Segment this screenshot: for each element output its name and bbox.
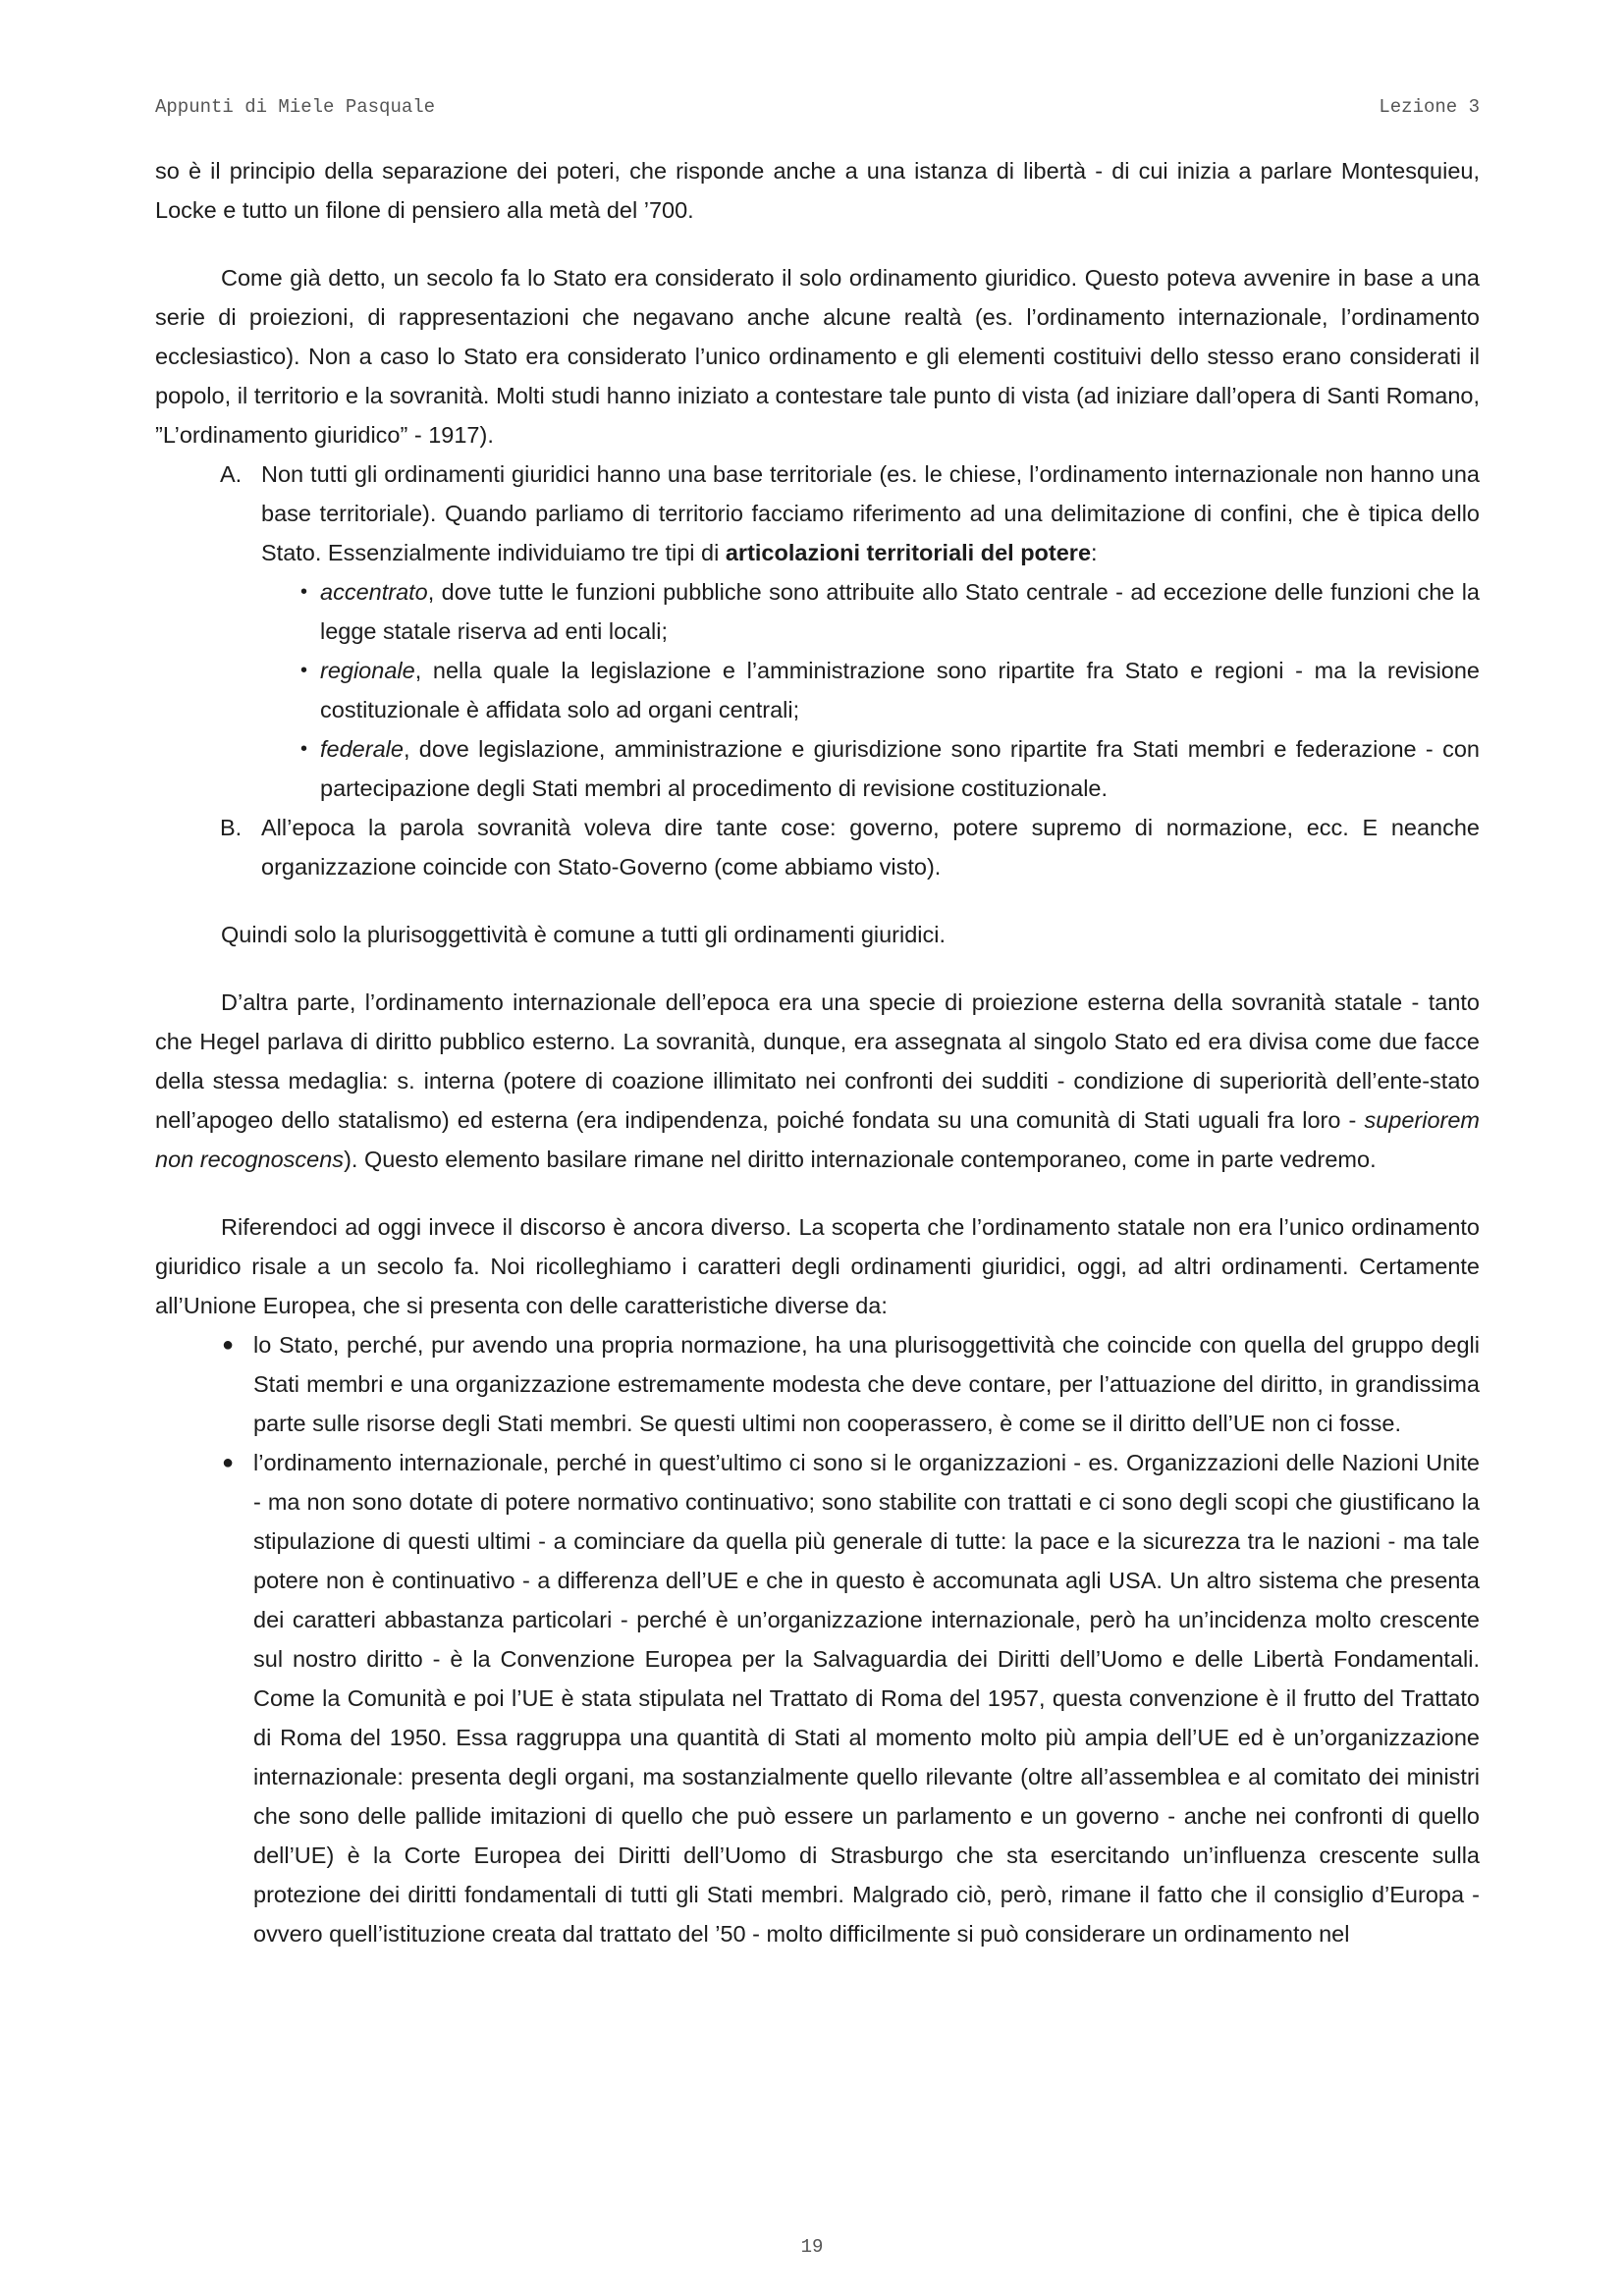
paragraph-continuation: so è il principio della separazione dei poteri, che risponde anche a una istanza di libertà - di cui inizia a parlare Montesquieu, Locke e tutto un filone di pensiero alla metà del ’700.: [155, 158, 1480, 223]
sub-item-federale: [261, 729, 1480, 808]
term-accentrato: accentrato: [320, 579, 428, 605]
sub-item-text: , nella quale la legislazione e l’amministrazione sono ripartite fra Stato e regioni - ma la revisione costituzionale è affidata solo ad organi centrali;: [320, 658, 1480, 722]
sub-item-regionale: [261, 651, 1480, 729]
sub-item-text: , dove tutte le funzioni pubbliche sono attribuite allo Stato centrale - ad eccezione delle funzioni che la legge statale riserva ad enti locali;: [320, 579, 1480, 644]
paragraph-sovranita-text: D’altra parte, l’ordinamento internazionale dell’epoca era una specie di proiezione esterna della sovranità statale - tanto che Hegel parlava di diritto pubblico esterno. La sovranità, dunque, era assegnata al singolo Stato ed era divisa come due facce della stessa medaglia: s. interna (potere di coazione illimitato nei confronti dei sudditi - condizione di superiorità dell’ente-stato nell’apogeo dello statalismo) ed esterna (era indipendenza, poiché fondata su una comunità di Stati uguali fra loro -: [155, 989, 1480, 1133]
bullet-dot-icon: •: [300, 581, 308, 603]
list-item: [155, 1325, 1480, 1443]
lettered-list: [155, 454, 1480, 886]
list-item-text: l’ordinamento internazionale, perché in quest’ultimo ci sono si le organizzazioni - es. Organizzazioni delle Nazioni Unite - ma non sono dotate di potere normativo continuativo; sono stabilite con trattati e ci sono degli scopi che giustificano la stipulazione di questi ultimi - a cominciare da quella più generale di tutte: la pace e la sicurezza tra le nazioni - ma tale potere non è continuativo - a differenza dell’UE e che in questo è accomunata agli USA. Un altro sistema che presenta dei caratteri abbastanza particolari - perché è un’organizzazione internazionale, però ha un’incidenza molto crescente sul nostro diritto - è la Convenzione Europea per la Salvaguardia dei Diritti dell’Uomo e delle Libertà Fondamentali. Come la Comunità e poi l’UE è stata stipulata nel Trattato di Roma del 1957, questa convenzione è il frutto del Trattato di Roma del 1950. Essa raggruppa una quantità di Stati al momento molto più ampia dell’UE ed è un’organizzazione internazionale: presenta degli organi, ma sostanzialmente quello rilevante (oltre all’assemblea e al comitato dei ministri che sono delle pallide imitazioni di quello che può essere un parlamento e un governo - anche nei confronti di quello dell’UE) è la Corte Europea dei Diritti dell’Uomo di Strasburgo che sta esercitando un’influenza crescente sulla protezione dei diritti fondamentali di tutti gli Stati membri. Malgrado ciò, però, rimane il fatto che il consiglio d’Europa - ovvero quell’istituzione creata dal trattato del ’50 - molto difficilmente si può considerare un ordinamento nel: [253, 1450, 1480, 1947]
list-item-b-text: All’epoca la parola sovranità voleva dire tante cose: governo, potere supremo di normazione, ecc. E neanche organizzazione coincide con Stato-Governo (come abbiamo visto).: [261, 815, 1480, 880]
paragraph-sovranita-end: ). Questo elemento basilare rimane nel diritto internazionale contemporaneo, come in parte vedremo.: [344, 1147, 1377, 1172]
header-author: Appunti di Miele Pasquale: [155, 96, 436, 118]
paragraph-oggi: Riferendoci ad oggi invece il discorso è ancora diverso. La scoperta che l’ordinamento statale non era l’unico ordinamento giuridico risale a un secolo fa. Noi ricolleghiamo i caratteri degli ordinamenti giuridici, oggi, ad altri ordinamenti. Certamente all’Unione Europea, che si presenta con delle caratteristiche diverse da:: [155, 1214, 1480, 1318]
running-header: [155, 96, 1480, 118]
latin-phrase: superiorem non recognoscens: [155, 1107, 1480, 1172]
header-lesson: Lezione 3: [1379, 96, 1480, 118]
bullet-disc-icon: ●: [222, 1334, 235, 1356]
term-federale: federale: [320, 736, 404, 762]
list-item: [155, 1443, 1480, 1953]
bullet-dot-icon: •: [300, 738, 308, 760]
paragraph-sovranita: [155, 983, 1480, 1179]
page-body: [155, 151, 1480, 1953]
term-regionale: regionale: [320, 658, 415, 683]
list-item-a: [155, 454, 1480, 808]
list-item-a-text: Non tutti gli ordinamenti giuridici hanno una base territoriale (es. le chiese, l’ordinamento internazionale non hanno una base territoriale). Quando parliamo di territorio facciamo riferimento ad una delimitazione di confini, che è tipica dello Stato. Essenzialmente individuiamo tre tipi di: [261, 461, 1480, 565]
list-marker-b: B.: [220, 815, 243, 840]
paragraph-plurisoggettivita: Quindi solo la plurisoggettività è comune a tutti gli ordinamenti giuridici.: [221, 922, 947, 947]
bullet-disc-icon: ●: [222, 1452, 235, 1473]
list-item-b: [155, 808, 1480, 886]
page-number: 19: [800, 2236, 824, 2258]
paragraph-stato-ordinamento: Come già detto, un secolo fa lo Stato era considerato il solo ordinamento giuridico. Questo poteva avvenire in base a una serie di proiezioni, di rappresentazioni che negavano anche alcune realtà (es. l’ordinamento internazionale, l’ordinamento ecclesiastico). Non a caso lo Stato era considerato l’unico ordinamento e gli elementi costituivi dello stesso erano considerati il popolo, il territorio e la sovranità. Molti studi hanno iniziato a contestare tale punto di vista (ad iniziare dall’opera di Santi Romano, ”L’ordinamento giuridico” - 1917).: [155, 265, 1480, 448]
bullet-dot-icon: •: [300, 660, 308, 681]
bold-term: articolazioni territoriali del potere: [725, 540, 1092, 565]
list-marker-a: A.: [220, 461, 243, 487]
sub-item-text: , dove legislazione, amministrazione e giurisdizione sono ripartite fra Stati membri e federazione - con partecipazione degli Stati membri al procedimento di revisione costituzionale.: [320, 736, 1480, 801]
list-item-a-colon: :: [1091, 540, 1098, 565]
comparison-list: [155, 1325, 1480, 1953]
sub-item-accentrato: [261, 572, 1480, 651]
list-item-text: lo Stato, perché, pur avendo una propria normazione, ha una plurisoggettività che coincide con quella del gruppo degli Stati membri e una organizzazione estremamente modesta che deve contare, per l’attuazione del diritto, in grandissima parte sulle risorse degli Stati membri. Se questi ultimi non cooperassero, è come se il diritto dell’UE non ci fosse.: [253, 1332, 1480, 1436]
territorial-articulations-list: [261, 572, 1480, 808]
